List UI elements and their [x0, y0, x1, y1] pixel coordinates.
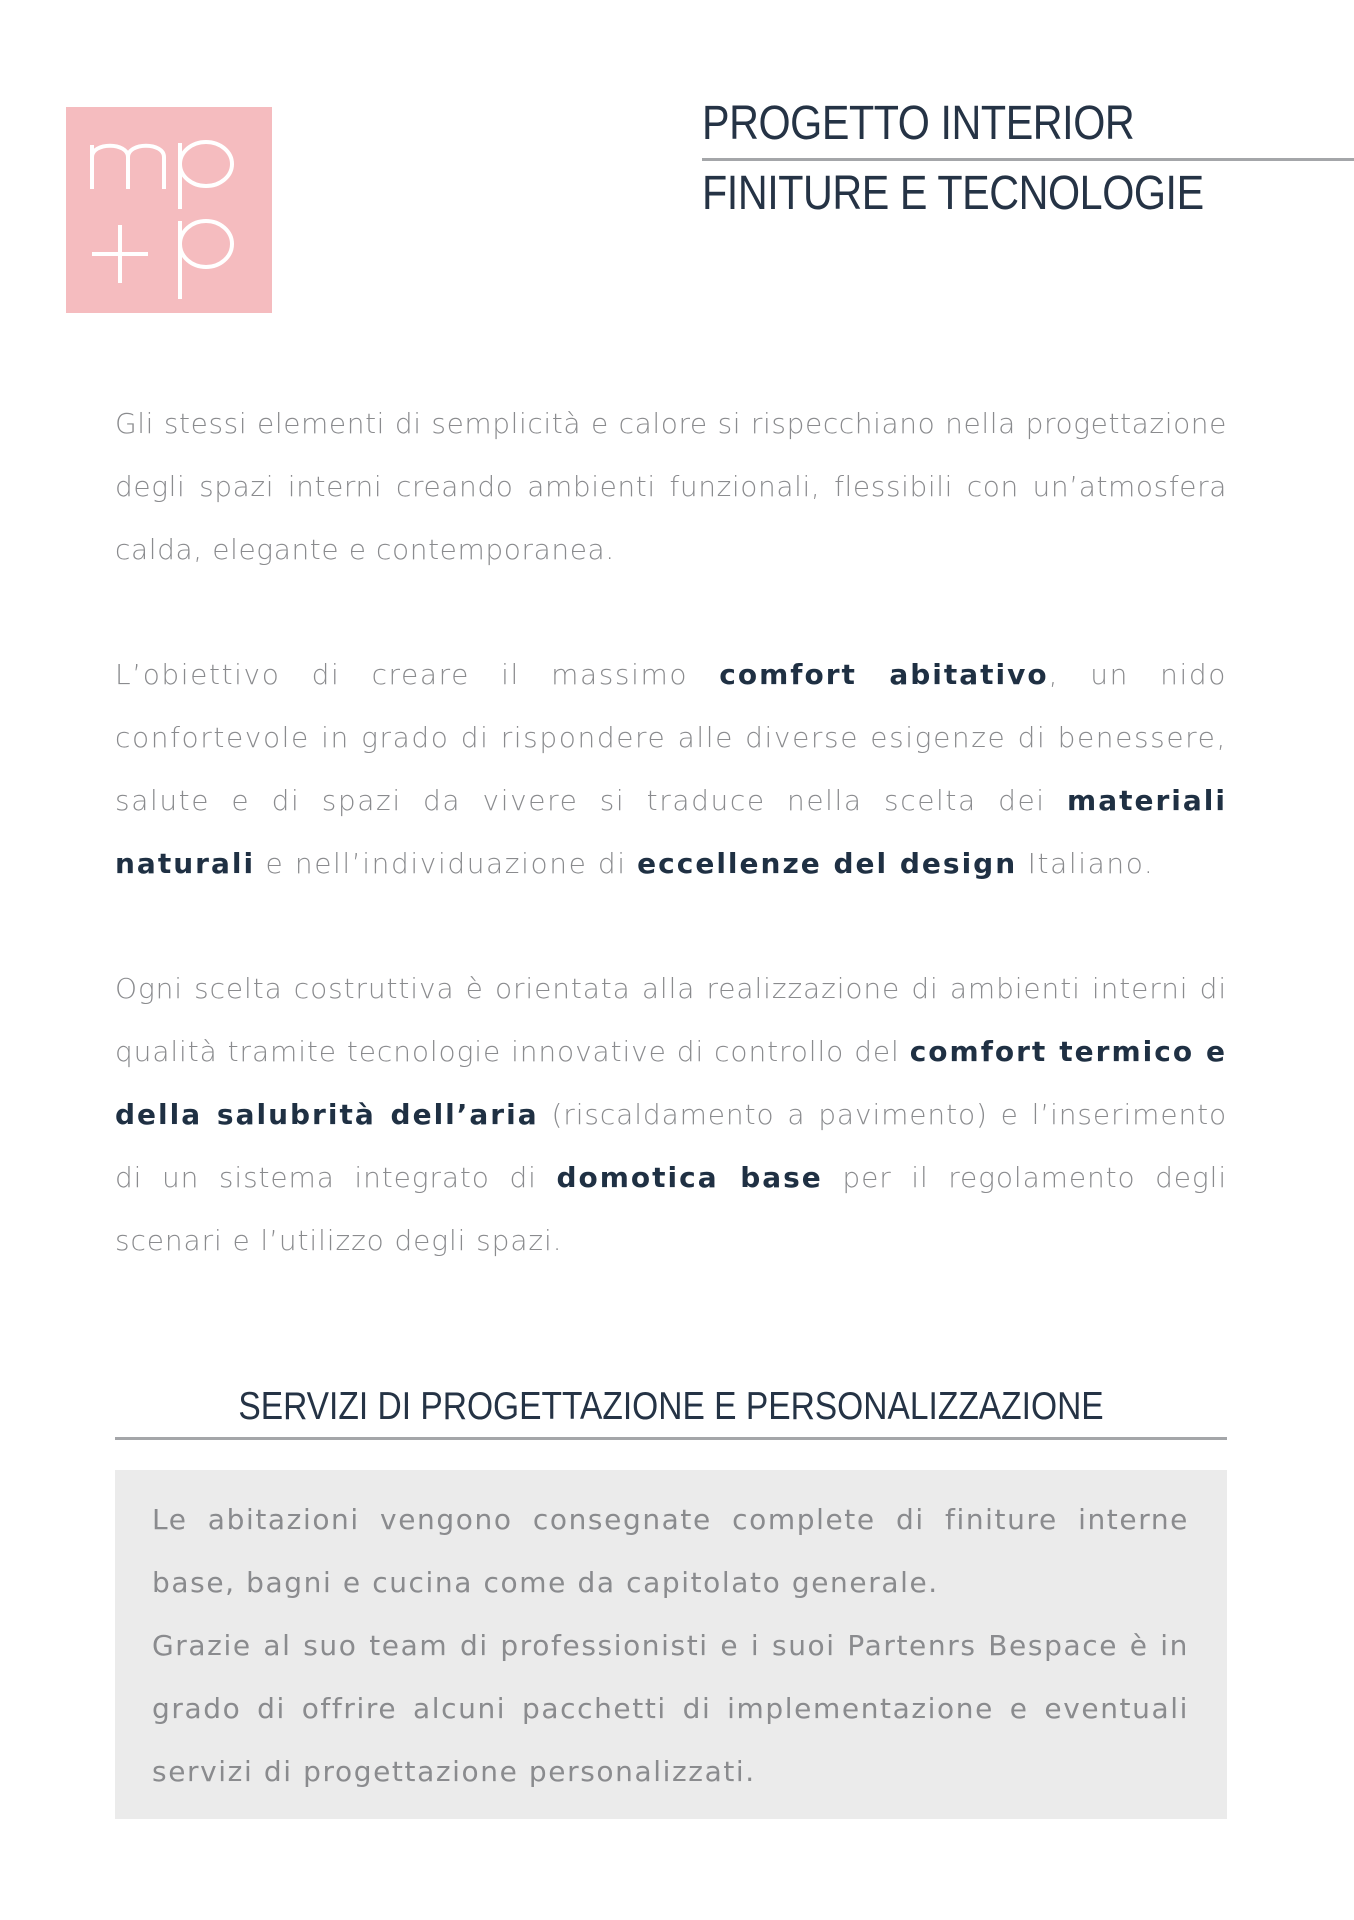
comfort-paragraph [115, 643, 1227, 895]
services-section-title: SERVIZI DI PROGETTAZIONE E PERSONALIZZAZIONE [238, 1385, 1104, 1428]
paragraph-text: , un nido confortevole in grado di rispondere alle diverse esigenze di benessere, salute e di spazi da vivere si traduce nella scelta dei [115, 658, 1227, 817]
highlight-comfort-abitativo: comfort abitativo [719, 658, 1049, 691]
highlight-materiali-naturali: materiali naturali [115, 784, 1227, 880]
paragraph-text: L’obiettivo di creare il massimo [115, 658, 720, 691]
page-title-line1: PROGETTO INTERIOR [702, 97, 1135, 150]
paragraph-text: (riscaldamento a pavimento) e l’inserimento di un sistema integrato di [115, 1098, 1227, 1194]
paragraph-text: Ogni scelta costruttiva è orientata alla realizzazione di ambienti interni di qualità tramite tecnologie innovative di controllo del [115, 972, 1227, 1068]
technology-paragraph [115, 957, 1227, 1272]
company-logo [66, 107, 272, 313]
highlight-comfort-termico: comfort termico e della salubrità dell’aria [115, 1035, 1227, 1131]
highlight-domotica-base: domotica base [556, 1161, 823, 1194]
highlight-eccellenze-design: eccellenze del design [637, 847, 1018, 880]
services-text-2: Grazie al suo team di professionisti e i suoi Partenrs Bespace è in grado di offrire alcuni pacchetti di implementazione e eventuali servizi di progettazione personalizzati. [152, 1629, 1189, 1788]
paragraph-text: e nell’individuazione di [255, 847, 638, 880]
mp-p-logo-icon [66, 107, 272, 313]
services-box [115, 1470, 1227, 1819]
paragraph-text: Italiano. [1017, 847, 1155, 880]
page-title-line2: FINITURE E TECNOLOGIE [702, 167, 1204, 220]
intro-paragraph [115, 392, 1227, 581]
paragraph-text: Gli stessi elementi di semplicità e calore si rispecchiano nella progettazione degli spazi interni creando ambienti funzionali, flessibili con un’atmosfera calda, elegante e contemporanea. [115, 407, 1227, 566]
services-text-1: Le abitazioni vengono consegnate complete di finiture interne base, bagni e cucina come da capitolato generale. [152, 1503, 1189, 1599]
services-divider [115, 1437, 1227, 1440]
paragraph-text: per il regolamento degli scenari e l’utilizzo degli spazi. [115, 1161, 1227, 1257]
page-header [702, 96, 1354, 220]
title-divider [702, 158, 1354, 161]
